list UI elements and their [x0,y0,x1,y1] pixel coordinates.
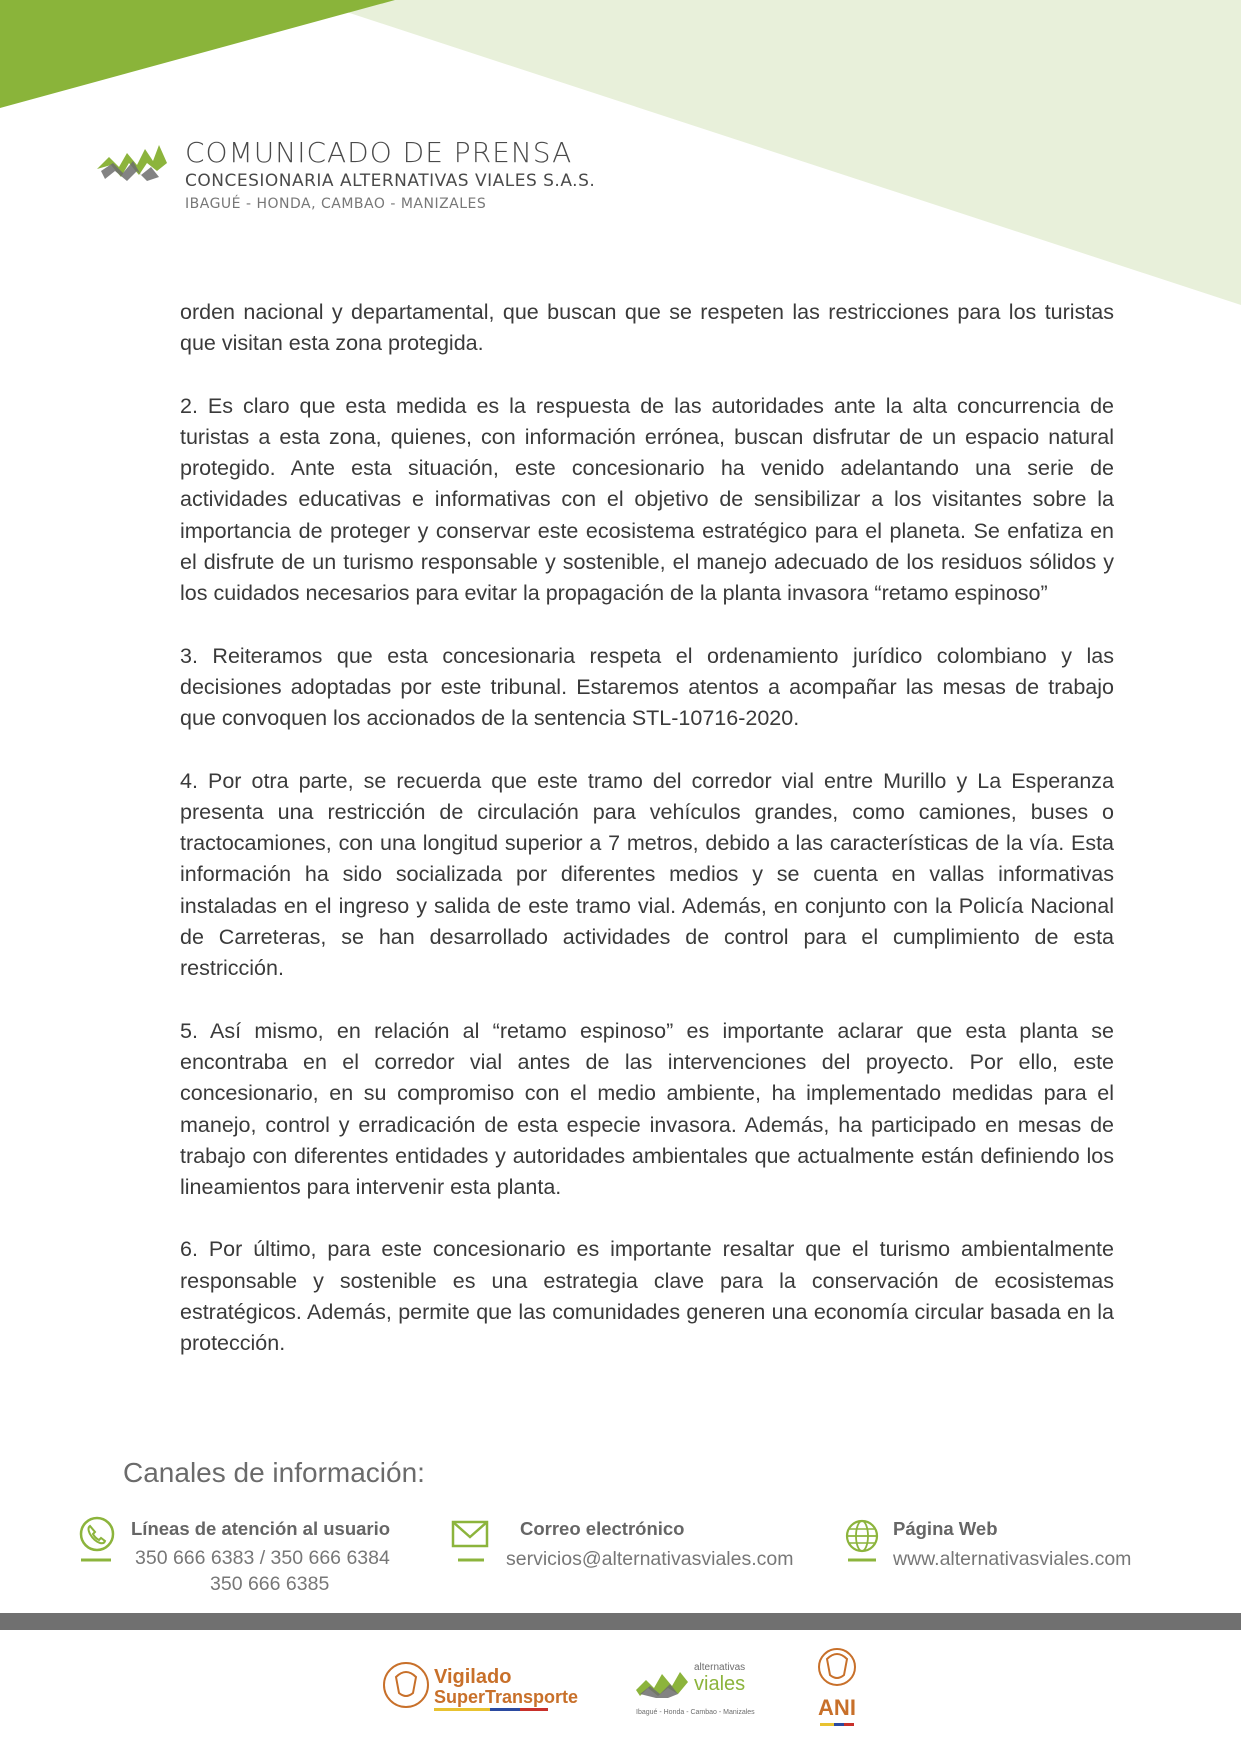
ani-text: ANI [818,1695,856,1720]
globe-icon [844,1516,884,1564]
alt-route-text: Ibagué - Honda - Cambao - Manizales [636,1709,755,1716]
phone-label: Líneas de atención al usuario [131,1518,391,1539]
vigilado-text: Vigilado [434,1666,512,1688]
route-label: IBAGUÉ - HONDA, CAMBAO - MANIZALES [185,196,487,212]
vigilado-supertransporte-logo [380,1655,600,1715]
alternativas-viales-logo [97,141,167,186]
supertransporte-text: SuperTransporte [434,1687,579,1707]
press-release-title: COMUNICADO DE PRENSA [185,136,573,169]
phone-icon [77,1516,117,1564]
envelope-icon [450,1516,490,1564]
document-body [180,297,1114,1391]
phone-number[interactable]: 350 666 6385 [210,1573,330,1595]
paragraph: 5. Así mismo, en relación al “retamo espinoso” es importante aclarar que esta planta se encontraba en el corredor vial antes de las intervenciones del proyecto. Por ello, este concesionario, en su compromiso con el medio ambiente, ha implementado medidas para el manejo, control y erradicación de esta especie invasora. Además, ha participado en mesas de trabajo con diferentes entidades y autoridades ambientales que actualmente están definiendo los lineamientos para intervenir esta planta. [180,1018,1114,1200]
email-link[interactable]: servicios@alternativasviales.com [506,1548,794,1570]
alternativas-text: alternativas [694,1662,746,1673]
paragraph: 4. Por otra parte, se recuerda que este tramo del corredor vial entre Murillo y La Esperanza presenta una restricción de circulación para vehículos grandes, como camiones, buses o tractocamiones, con una longitud superior a 7 metros, debido a las características de la vía. Esta información ha sido socializada por diferentes medios y se cuenta en vallas informativas instaladas en el ingreso y salida de este tramo vial. Además, en conjunto con la Policía Nacional de Carreteras, se han desarrollado actividades de control para el cumplimiento de esta restricción. [180,768,1114,981]
footer-bar [0,1613,1241,1630]
phone-numbers[interactable]: 350 666 6383 / 350 666 6384 [135,1547,390,1569]
viales-text: viales [694,1673,746,1695]
paragraph: 6. Por último, para este concesionario es importante resaltar que el turismo ambientalmente responsable y sostenible es una estrategia clave para la conservación de ecosistemas estratégicos. Además, permite que las comunidades generen una economía circular basada en la protección. [180,1237,1114,1356]
paragraph: 2. Es claro que esta medida es la respuesta de las autoridades ante la alta concurrencia de turistas a esta zona, quienes, con información errónea, buscan disfrutar de un espacio natural protegido. Ante esta situación, este concesionario ha venido adelantando una serie de actividades educativas e informativas con el objetivo de sensibilizar a los visitantes sobre la importancia de proteger y conservar este ecosistema estratégico para el planeta. Se enfatiza en el disfrute de un turismo responsable y sostenible, el manejo adecuado de los residuos sólidos y los cuidados necesarios para evitar la propagación de la planta invasora “retamo espinoso” [180,393,1114,606]
alternativas-viales-footer-logo [632,1650,762,1720]
ani-logo [812,1645,862,1730]
website-link[interactable]: www.alternativasviales.com [893,1548,1132,1570]
channels-title: Canales de información: [123,1457,425,1488]
web-label: Página Web [893,1518,998,1539]
paragraph: 3. Reiteramos que esta concesionaria respeta el ordenamiento jurídico colombiano y las decisiones adoptadas por este tribunal. Estaremos atentos a acompañar las mesas de trabajo que convoquen los accionados de la sentencia STL-10716-2020. [180,643,1114,731]
email-label: Correo electrónico [520,1518,685,1539]
company-name: CONCESIONARIA ALTERNATIVAS VIALES S.A.S. [185,171,596,191]
paragraph: orden nacional y departamental, que buscan que se respeten las restricciones para los turistas que visitan esta zona protegida. [180,300,1114,356]
